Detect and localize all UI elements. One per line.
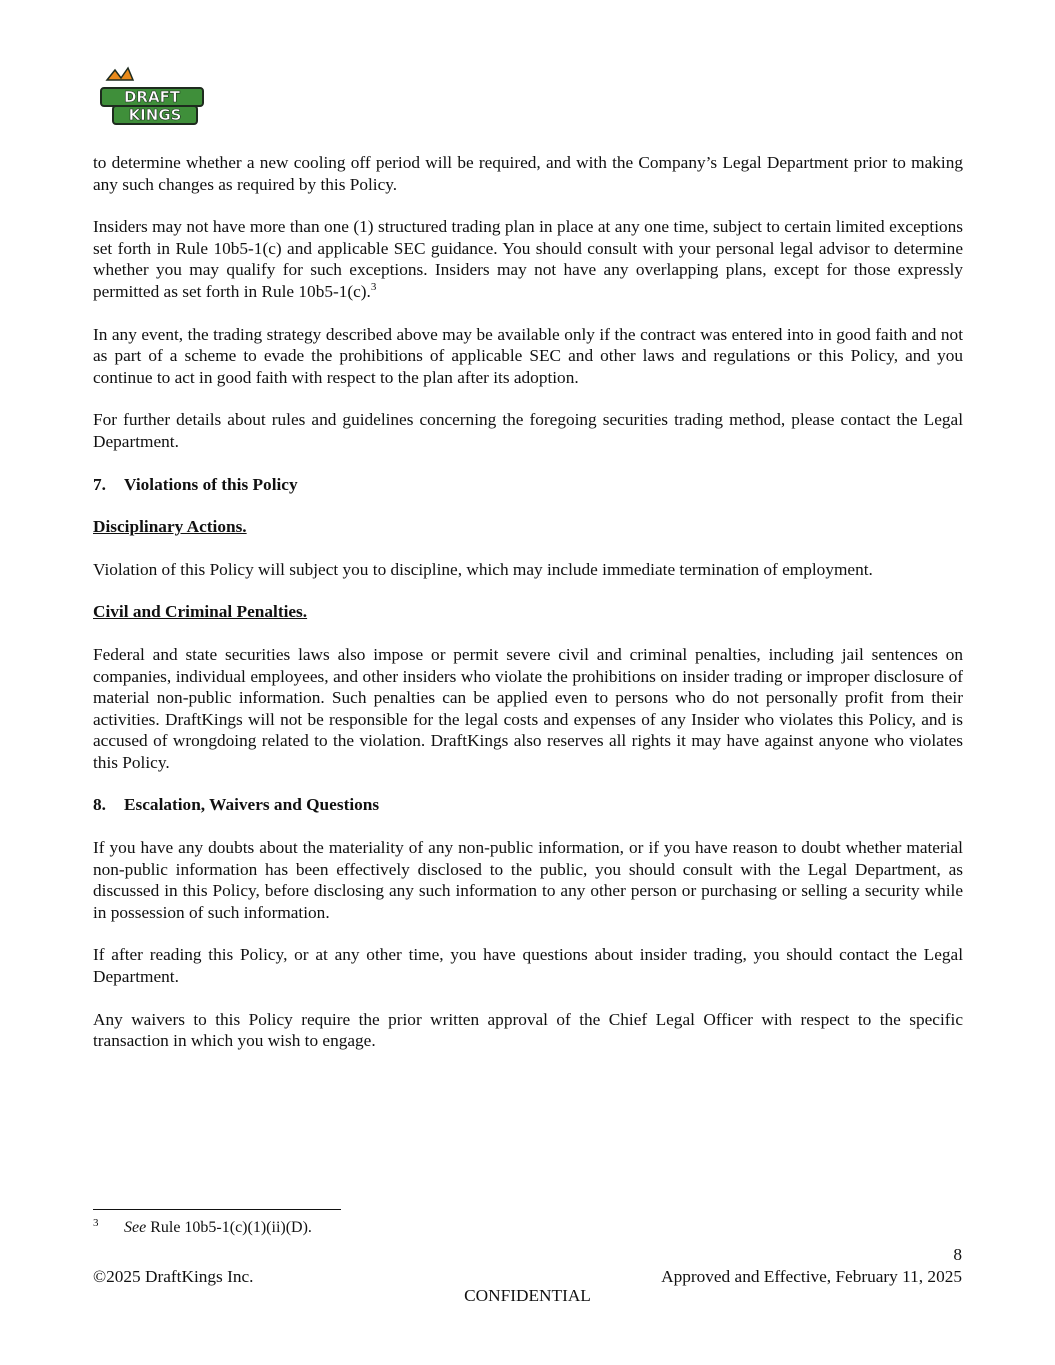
paragraph-materiality-doubts: If you have any doubts about the materiality of any non-public information, or if you have reason to doubt whether material non-public information has been effectively disclosed to the public, you should consult with the Legal Department, as discussed in this Policy, before disclosing any such information to any other person or purchasing or selling a security while in possession of such information. (93, 838, 963, 922)
footnote-text: Rule 10b5-1(c)(1)(ii)(D). (146, 1219, 312, 1236)
logo-text-draft: DRAFT (123, 88, 181, 106)
page-number: 8 (953, 1245, 962, 1264)
paragraph-discipline: Violation of this Policy will subject you to discipline, which may include immediate termination of employment. (93, 559, 873, 579)
paragraph-structured-plans: Insiders may not have more than one (1) structured trading plan in place at any one time, subject to certain limited exceptions set forth in Rule 10b5-1(c) and applicable SEC guidance. You should consult with your personal legal advisor to determine whether you may qualify for such exceptions. Insiders may not have any overlapping plans, except for those expressly permitted as set forth in Rule 10b5-1(c).$^3$ (93, 217, 963, 301)
footer-copyright: ©2025 DraftKings Inc. (93, 1267, 254, 1286)
subheading-disciplinary-actions: Disciplinary Actions. (93, 517, 247, 537)
section-7-heading (93, 474, 963, 496)
footnote-see: See (124, 1219, 147, 1236)
footer-approved-date: Approved and Effective, February 11, 2025 (661, 1267, 962, 1286)
paragraph-penalties: Federal and state securities laws also impose or permit severe civil and criminal penalties, including jail sentences on companies, individual employees, and other insiders who violate the prohibitions on insider trading or improper disclosure of material non-public information. Such penalties can be applied even to persons who do not personally profit from their activities. DraftKings will not be responsible for the legal costs and expenses of any Insider who violates this Policy, and is accused of wrongdoing related to the violation. DraftKings also reserves all rights it may have against anyone who violates this Policy. (93, 644, 963, 772)
footnote: 3 See Rule 10b5-1(c)(1)(ii)(D). (93, 1216, 312, 1236)
paragraph-further-details: For further details about rules and guidelines concerning the foregoing securities trading method, please contact the Legal Department. (93, 410, 963, 451)
paragraph-questions: If after reading this Policy, or at any other time, you have questions about insider trading, you should contact the Legal Department. (93, 945, 963, 987)
paragraph-cooling-off: to determine whether a new cooling off period will be required, and with the Company’s Legal Department prior to making any such changes as required by this Policy. (93, 153, 963, 194)
section-8-number: 8. (93, 795, 106, 815)
paragraph-waivers: Any waivers to this Policy require the prior written approval of the Chief Legal Officer with respect to the specific transaction in which you wish to engage. (93, 1009, 963, 1051)
footnote-ref[interactable]: 3 (370, 281, 377, 294)
section-7-number: 7. (93, 474, 106, 494)
paragraph-good-faith: In any event, the trading strategy described above may be available only if the contract was entered into in good faith and not as part of a scheme to evade the prohibitions of applicable SEC and other laws and regulations or this Policy, and you continue to act in good faith with respect to the plan after its adoption. (93, 324, 963, 387)
draftkings-logo (97, 66, 207, 128)
footnote-divider (93, 1209, 341, 1210)
footer-confidential: CONFIDENTIAL (464, 1286, 591, 1305)
logo-text-kings: KINGS (128, 106, 182, 124)
section-8-title: Escalation, Waivers and Questions (124, 795, 380, 815)
crown-logo-icon (97, 66, 207, 128)
section-8-heading (93, 794, 963, 816)
section-7-title: Violations of this Policy (124, 474, 298, 494)
subheading-civil-criminal-penalties: Civil and Criminal Penalties. (93, 602, 308, 622)
document-body (93, 152, 963, 1052)
